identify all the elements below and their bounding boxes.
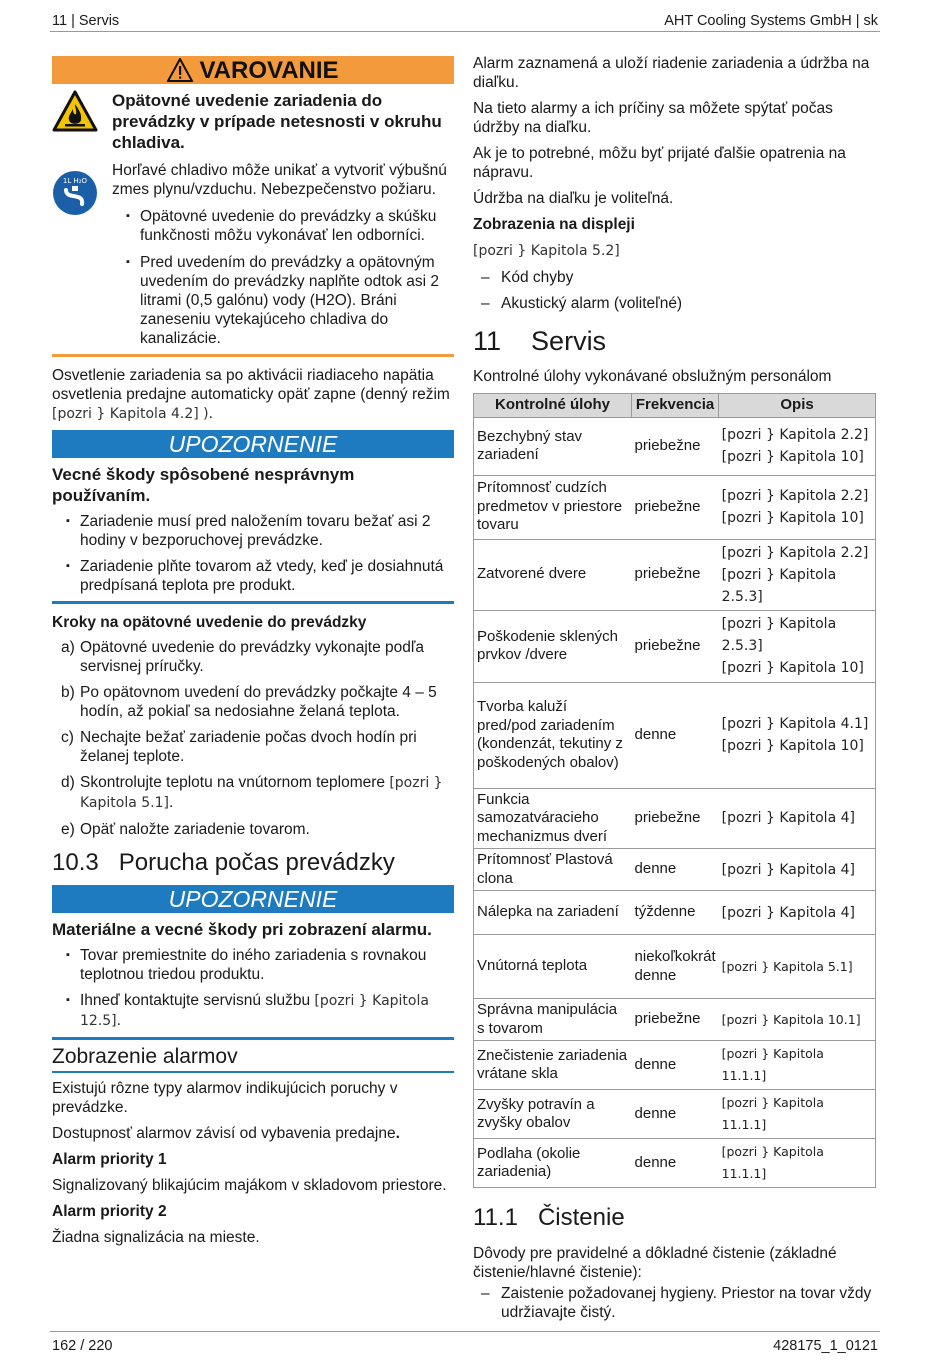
note-box xyxy=(52,885,454,1040)
right-column xyxy=(473,54,878,1322)
page-number: 162 / 220 xyxy=(52,1338,113,1354)
section-heading-11-1: 11.1 Čistenie xyxy=(473,1204,625,1231)
col-header-description: Opis xyxy=(719,394,876,418)
water-drain-icon xyxy=(52,170,98,216)
chapter-ref-link[interactable]: [pozri } Kapitola 2.2] xyxy=(721,488,869,504)
note-bullet: ▪ Tovar premiestnite do iného zariadenia s rovnakou teplotnou triedou produktu. xyxy=(64,946,454,984)
service-table xyxy=(473,393,876,1188)
task-cell: Prítomnosť cudzích predmetov v priestore tovaru xyxy=(474,475,632,539)
display-title: Zobrazenia na displeji xyxy=(473,216,635,233)
alarm-heading-rule xyxy=(52,1071,454,1073)
description-cell xyxy=(719,1041,876,1090)
frequency-cell: niekoľkokrát denne xyxy=(632,935,719,999)
frequency-cell: priebežne xyxy=(632,417,719,475)
note-box xyxy=(52,430,454,604)
table-row xyxy=(474,539,876,610)
description-cell xyxy=(719,935,876,999)
lighting-ref-link[interactable]: [pozri } Kapitola 4.2] ) xyxy=(52,406,209,422)
lighting-text: Osvetlenie zariadenia sa po aktivácii riadiaceho napätia osvetlenia predajne automaticky opäť zapne (denný režim xyxy=(52,367,450,403)
steps-list xyxy=(52,638,454,839)
note-bullet: ▪ Zariadenie musí pred naložením tovaru bežať asi 2 hodiny v bezporuchovej prevádzke. xyxy=(64,512,454,550)
steps-title: Kroky na opätovné uvedenie do prevádzky xyxy=(52,614,367,631)
chapter-ref-link[interactable]: [pozri } Kapitola 10] xyxy=(721,660,864,676)
remote-paragraph: Alarm zaznamená a uloží riadenie zariadenia a údržba na diaľku. xyxy=(473,55,870,91)
display-item: – Kód chyby xyxy=(473,268,878,287)
alarm-priority-2-title: Alarm priority 2 xyxy=(52,1203,167,1220)
frequency-cell: denne xyxy=(632,1041,719,1090)
table-row xyxy=(474,891,876,935)
chapter-ref-link[interactable]: [pozri } Kapitola 4] xyxy=(721,904,855,921)
col-header-frequency: Frekvencia xyxy=(632,394,719,418)
alarm-priority-2-text: Žiadna signalizácia na mieste. xyxy=(52,1229,260,1246)
water-icon-text: 1L H₂O xyxy=(62,177,88,185)
table-row xyxy=(474,1090,876,1139)
alarm-priority-1-text: Signalizovaný blikajúcim majákom v skladovom priestore. xyxy=(52,1177,447,1194)
task-cell: Podlaha (okolie zariadenia) xyxy=(474,1139,632,1188)
table-row xyxy=(474,935,876,999)
note-bottom-rule xyxy=(52,1037,454,1040)
step-item: a) Opätovné uvedenie do prevádzky vykonajte podľa servisnej príručky. xyxy=(61,639,425,675)
header-divider xyxy=(50,31,880,32)
frequency-cell: priebežne xyxy=(632,999,719,1041)
chapter-ref-link[interactable]: [pozri } Kapitola 10] xyxy=(721,510,864,526)
task-cell: Zatvorené dvere xyxy=(474,539,632,610)
table-row xyxy=(474,610,876,682)
warning-box xyxy=(52,56,454,357)
description-cell xyxy=(719,1139,876,1188)
chapter-ref-link[interactable]: [pozri } Kapitola 2.2] xyxy=(721,427,869,443)
header-left: 11 | Servis xyxy=(52,13,120,29)
lighting-end: . xyxy=(208,405,213,422)
frequency-cell: týždenne xyxy=(632,891,719,935)
task-cell: Zvyšky potravín a zvyšky obalov xyxy=(474,1090,632,1139)
task-cell: Bezchybný stav zariadení xyxy=(474,417,632,475)
step-ref-link[interactable]: [pozri } Kapitola 5.1] xyxy=(80,775,443,811)
description-cell xyxy=(719,891,876,935)
service-ref-link[interactable]: [pozri } Kapitola 12.5] xyxy=(80,993,429,1029)
frequency-cell: priebežne xyxy=(632,610,719,682)
warning-text: Horľavé chladivo môže unikať a vytvoriť výbušnú zmes plynu/vzduchu. Nebezpečenstvo požiaru. xyxy=(112,162,447,198)
table-row xyxy=(474,999,876,1041)
chapter-ref-link[interactable]: [pozri } Kapitola 5.1] xyxy=(721,958,853,974)
frequency-cell: priebežne xyxy=(632,788,719,849)
chapter-ref-link[interactable]: [pozri } Kapitola 2.2] xyxy=(721,544,869,561)
warning-bar xyxy=(52,56,454,84)
alarm-heading: Zobrazenie alarmov xyxy=(52,1045,238,1068)
note-title: Materiálne a vecné škody pri zobrazení alarmu. xyxy=(52,920,432,939)
chapter-ref-link[interactable]: [pozri } Kapitola 10.1] xyxy=(721,1011,861,1027)
note-bullet: ▪ Zariadenie plňte tovarom až vtedy, keď je dosiahnutá predpísaná teplota pre produkt. xyxy=(64,557,454,595)
step-item: d) Skontrolujte teplotu na vnútornom teplomere [pozri } Kapitola 5.1]. xyxy=(61,774,443,811)
description-cell xyxy=(719,999,876,1041)
remote-paragraph: Na tieto alarmy a ich príčiny sa môžete spýtať počas údržby na diaľku. xyxy=(473,100,833,136)
task-cell: Prítomnosť Plastová clona xyxy=(474,849,632,891)
chapter-ref-link[interactable]: [pozri } Kapitola 2.5.3] xyxy=(721,616,837,654)
description-cell xyxy=(719,788,876,849)
note-bottom-rule xyxy=(52,601,454,604)
section-heading-10-3: 10.3 Porucha počas prevádzky xyxy=(52,849,395,876)
col-header-task: Kontrolné úlohy xyxy=(474,394,632,418)
description-cell xyxy=(719,475,876,539)
description-cell xyxy=(719,610,876,682)
left-column xyxy=(52,56,454,1247)
frequency-cell: denne xyxy=(632,1139,719,1188)
chapter-ref-link[interactable]: [pozri } Kapitola 10] xyxy=(721,738,864,754)
display-item: – Akustický alarm (voliteľné) xyxy=(473,294,878,313)
chapter-ref-link[interactable]: [pozri } Kapitola 4.1] xyxy=(721,716,869,732)
warning-triangle-icon xyxy=(167,58,193,82)
note-bullet: ▪ Ihneď kontaktujte servisnú službu [pozri } Kapitola 12.5]. xyxy=(64,991,454,1031)
warning-title: Opätovné uvedenie zariadenia do prevádzky v prípade netesnosti v okruhu chladiva. xyxy=(112,91,442,152)
chapter-ref-link[interactable]: [pozri } Kapitola 11.1.1] xyxy=(721,1144,824,1181)
section-heading-11: 11 Servis xyxy=(473,326,607,356)
chapter-ref-link[interactable]: [pozri } Kapitola 2.5.3] xyxy=(721,566,837,605)
warning-bullet: ▪ Opätovné uvedenie do prevádzky a skúšku funkčnosti môžu vykonávať len odborníci. xyxy=(124,207,454,245)
lighting-paragraph xyxy=(52,366,454,424)
table-row xyxy=(474,475,876,539)
task-cell: Tvorba kaluží pred/pod zariadením (kondenzát, tekutiny z poškodených obalov) xyxy=(474,682,632,788)
description-cell xyxy=(719,417,876,475)
table-caption: Kontrolné úlohy vykonávané obslužným personálom xyxy=(473,368,832,385)
frequency-cell: denne xyxy=(632,682,719,788)
flammable-warning-icon xyxy=(52,90,98,132)
table-row xyxy=(474,788,876,849)
warning-bullet: ▪ Pred uvedením do prevádzky a opätovným uvedením do prevádzky naplňte odtok asi 2 litrami (0,5 galónu) vody (H2O). Bráni zaneseniu vytekajúceho chladiva do kanalizácie. xyxy=(124,253,454,348)
task-cell: Vnútorná teplota xyxy=(474,935,632,999)
chapter-ref-link[interactable]: [pozri } Kapitola 4] xyxy=(721,861,855,878)
warning-bottom-rule xyxy=(52,354,454,357)
chapter-ref-link[interactable]: [pozri } Kapitola 4] xyxy=(721,810,855,827)
task-cell: Poškodenie sklených prvkov /dvere xyxy=(474,610,632,682)
frequency-cell: denne xyxy=(632,849,719,891)
header-right: AHT Cooling Systems GmbH | sk xyxy=(664,13,878,29)
step-item: e) Opäť naložte zariadenie tovarom. xyxy=(61,821,310,838)
frequency-cell: priebežne xyxy=(632,475,719,539)
table-row xyxy=(474,849,876,891)
chapter-ref-link[interactable]: [pozri } Kapitola 11.1.1] xyxy=(721,1046,824,1083)
task-cell: Znečistenie zariadenia vrátane skla xyxy=(474,1041,632,1090)
alarm-priority-1-title: Alarm priority 1 xyxy=(52,1151,167,1168)
table-header-row xyxy=(474,394,876,418)
description-cell xyxy=(719,682,876,788)
description-cell xyxy=(719,539,876,610)
remote-paragraph: Ak je to potrebné, môžu byť prijaté ďalšie opatrenia na nápravu. xyxy=(473,145,846,181)
table-row xyxy=(474,1041,876,1090)
task-cell: Nálepka na zariadení xyxy=(474,891,632,935)
footer-divider xyxy=(50,1331,880,1332)
task-cell: Správna manipulácia s tovarom xyxy=(474,999,632,1041)
table-row xyxy=(474,682,876,788)
note-title: Vecné škody spôsobené nesprávnym používaním. xyxy=(52,465,355,505)
task-cell: Funkcia samozatváracieho mechanizmus dverí xyxy=(474,788,632,849)
remote-paragraph: Údržba na diaľku je voliteľná. xyxy=(473,190,674,207)
document-id: 428175_1_0121 xyxy=(773,1338,878,1354)
chapter-ref-link[interactable]: [pozri } Kapitola 10] xyxy=(721,449,864,465)
frequency-cell: denne xyxy=(632,1090,719,1139)
alarm-paragraph: Existujú rôzne typy alarmov indikujúcich poruchy v prevádzke. xyxy=(52,1080,398,1116)
chapter-ref-link[interactable]: [pozri } Kapitola 11.1.1] xyxy=(721,1095,824,1132)
cleaning-item: – Zaistenie požadovanej hygieny. Priestor na tovar vždy udržiavajte čistý. xyxy=(473,1284,878,1322)
table-row xyxy=(474,1139,876,1188)
display-ref-link[interactable]: [pozri } Kapitola 5.2] xyxy=(473,243,620,259)
description-cell xyxy=(719,1090,876,1139)
step-item: b) Po opätovnom uvedení do prevádzky počkajte 4 – 5 hodín, až pokiaľ sa nedosiahne želaná teplota. xyxy=(61,684,437,720)
cleaning-paragraph: Dôvody pre pravidelné a dôkladné čistenie (základné čistenie/hlavné čistenie): xyxy=(473,1245,837,1281)
table-row xyxy=(474,417,876,475)
warning-label: VAROVANIE xyxy=(199,56,339,84)
alarm-paragraph: Dostupnosť alarmov závisí od vybavenia predajne. xyxy=(52,1125,400,1142)
note-bar: UPOZORNENIE xyxy=(52,885,454,913)
step-item: c) Nechajte bežať zariadenie počas dvoch hodín pri želanej teplote. xyxy=(61,729,417,765)
frequency-cell: priebežne xyxy=(632,539,719,610)
description-cell xyxy=(719,849,876,891)
note-bar: UPOZORNENIE xyxy=(52,430,454,458)
